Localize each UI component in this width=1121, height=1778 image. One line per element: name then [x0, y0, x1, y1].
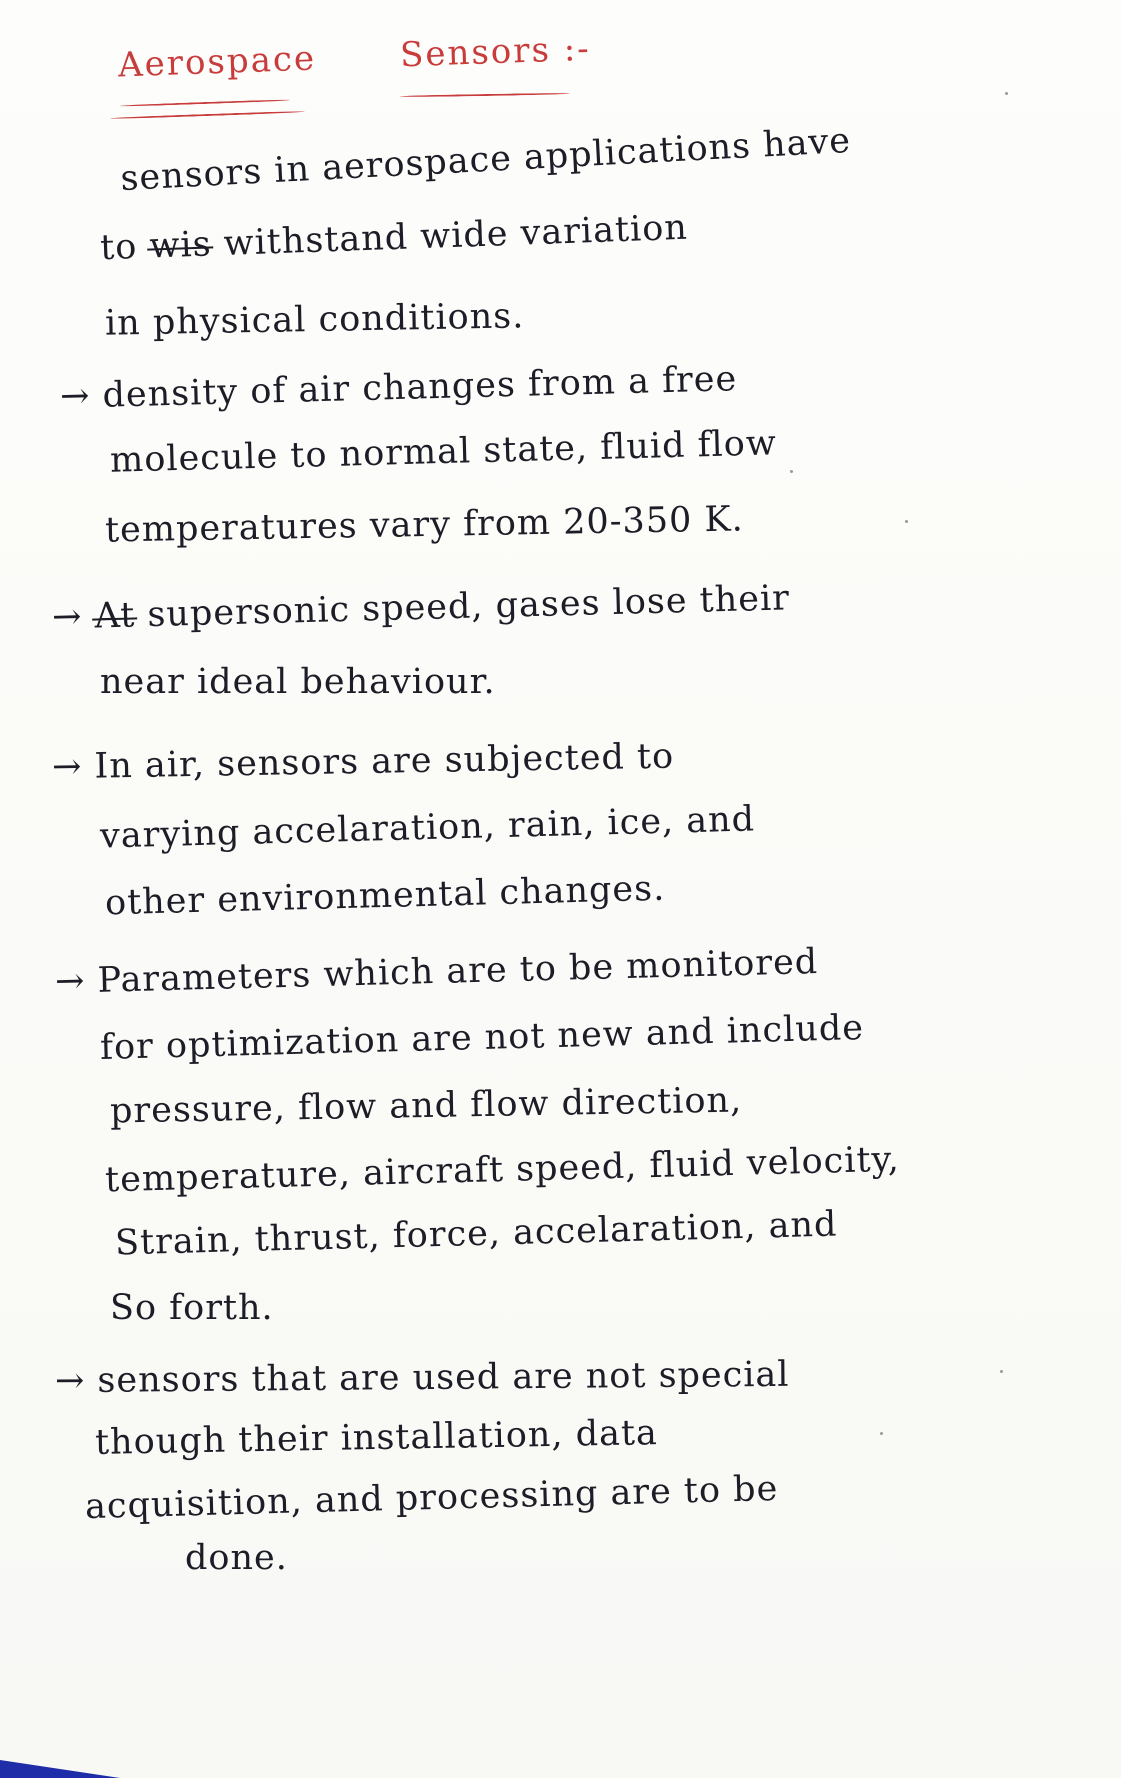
note-line: done.: [185, 1538, 288, 1578]
note-line: pressure, flow and flow direction,: [109, 1080, 743, 1132]
arrow-bullet: →: [51, 596, 83, 638]
page-title: [110, 22, 710, 132]
title-underline: [400, 93, 570, 98]
note-line: temperatures vary from 20-350 K.: [104, 499, 745, 551]
note-line: other environmental changes.: [104, 868, 666, 924]
struck-word: wis: [148, 224, 213, 267]
paper-speck: [905, 520, 908, 523]
title-word-sensors: Sensors :-: [399, 28, 592, 76]
title-word-aerospace: Aerospace: [117, 38, 317, 86]
note-line: though their installation, data: [94, 1413, 659, 1463]
note-word: withstand wide variation: [222, 207, 689, 264]
note-line: near ideal behaviour.: [100, 662, 496, 702]
note-line: → Parameters which are to be monitored: [54, 942, 819, 1002]
note-line: Strain, thrust, force, accelaration, and: [114, 1204, 838, 1264]
scan-corner-mark: [0, 1760, 120, 1778]
title-underline: [110, 111, 305, 120]
note-line: for optimization are not new and include: [99, 1008, 865, 1068]
note-word: to: [99, 226, 138, 269]
paper-speck: [880, 1432, 883, 1435]
paper-speck: [1005, 92, 1008, 95]
note-line: temperature, aircraft speed, fluid velocity,: [104, 1139, 901, 1201]
struck-word: At: [94, 595, 136, 637]
note-line: → In air, sensors are subjected to: [51, 736, 675, 788]
note-line: → density of air changes from a free: [59, 359, 738, 417]
paper-speck: [1000, 1370, 1003, 1373]
note-line: sensors in aerospace applications have: [119, 120, 852, 200]
note-line: acquisition, and processing are to be: [84, 1468, 779, 1528]
note-line: → sensors that are used are not special: [54, 1354, 790, 1402]
note-line: [52, 578, 791, 637]
paper-speck: [790, 470, 793, 473]
note-line: varying accelaration, rain, ice, and: [99, 799, 756, 857]
note-line: [99, 208, 688, 268]
note-line: in physical conditions.: [104, 296, 525, 344]
note-word: supersonic speed, gases lose their: [146, 578, 791, 636]
note-line: molecule to normal state, fluid flow: [109, 423, 778, 481]
title-underline: [120, 99, 290, 107]
note-line: So forth.: [110, 1288, 274, 1328]
